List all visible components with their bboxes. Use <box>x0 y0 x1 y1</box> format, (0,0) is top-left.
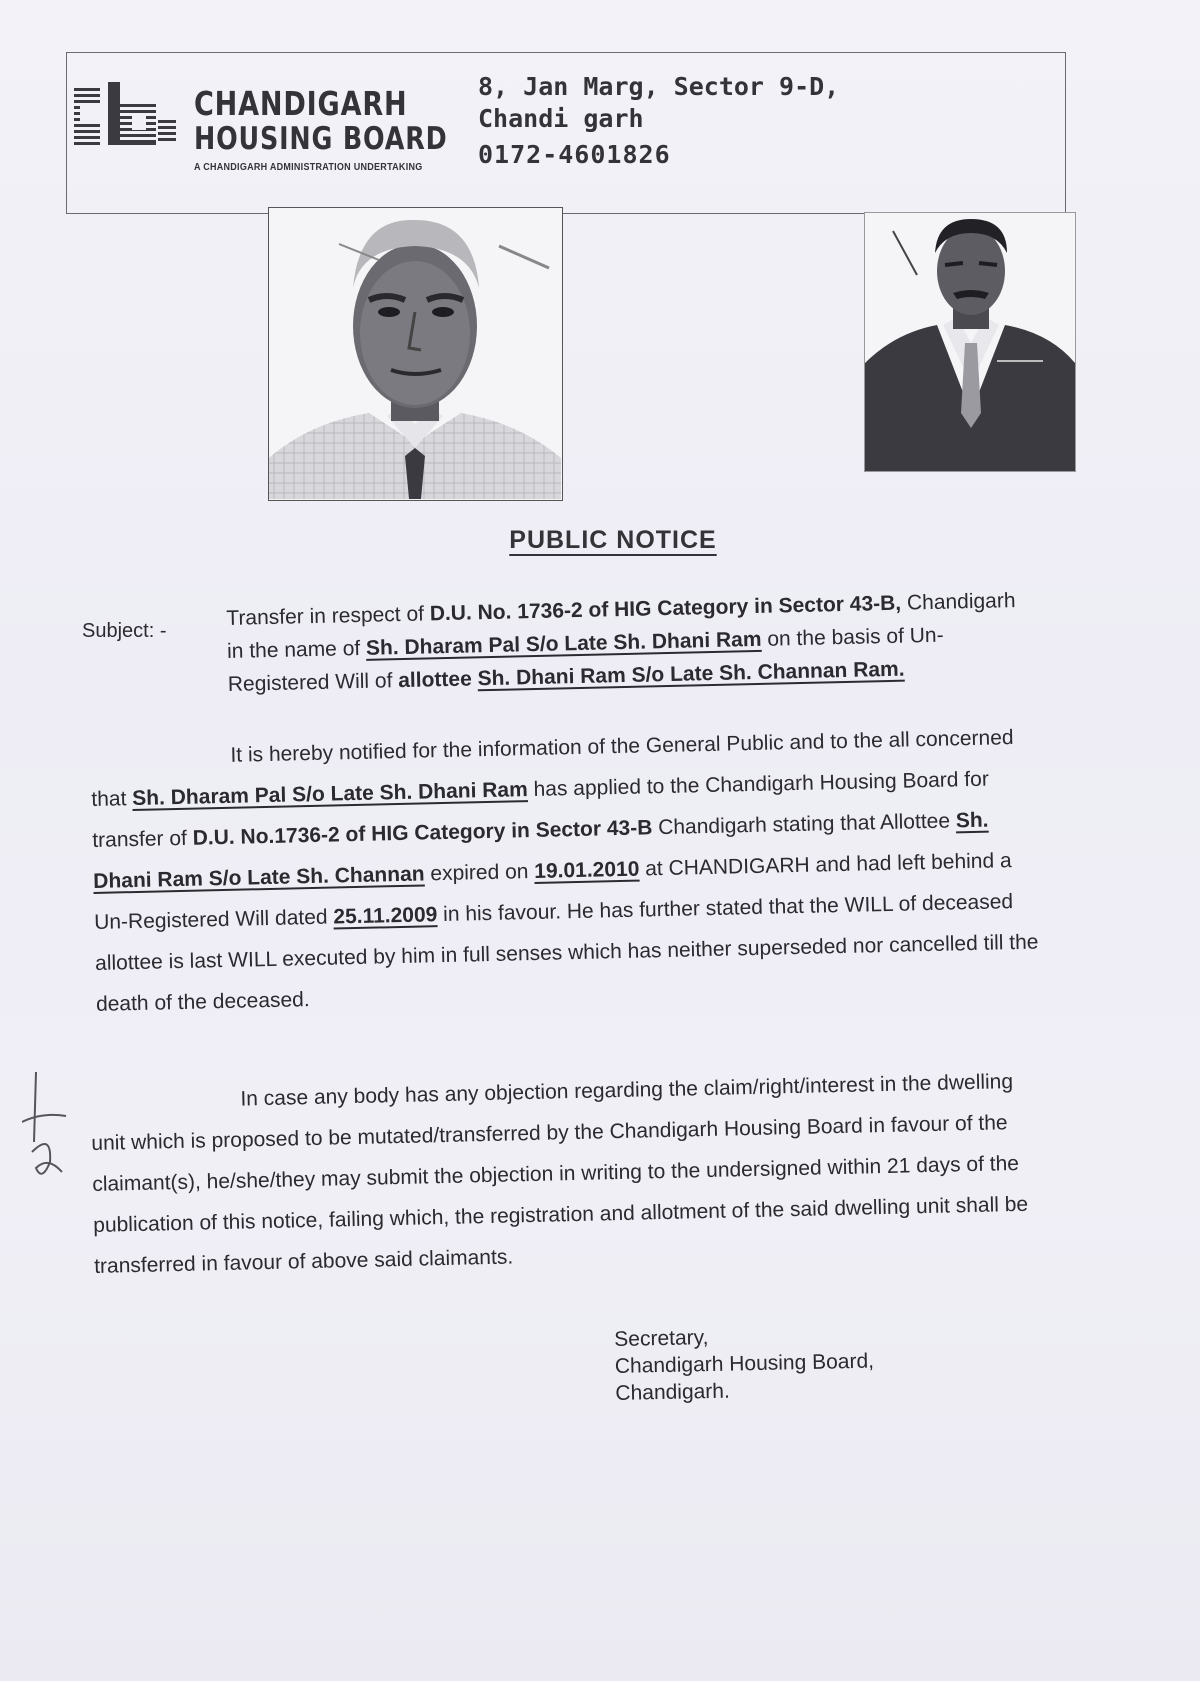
signatory-place: Chandigarh. <box>615 1379 731 1405</box>
death-date: 19.01.2010 <box>534 857 640 883</box>
phone-number: 0172-4601826 <box>478 140 671 169</box>
subject-allottee-word: allottee <box>397 667 472 693</box>
subject-part: on the basis of Un-Registered Will of <box>227 623 944 696</box>
para1-text: at CHANDIGARH and had left behind a Un-Registered Will dated <box>93 849 1012 934</box>
subject-part: Transfer in respect of <box>226 602 431 630</box>
subject-du-number: D.U. No. 1736-2 of HIG Category in Sector 43-B, <box>429 591 902 626</box>
para1-text: It is hereby notified for the information of the General Public and to the all concerned that <box>91 726 1014 811</box>
para1-applicant: Sh. Dharam Pal S/o Late Sh. Dhani Ram <box>131 778 529 811</box>
address-line2: Chandi garh <box>478 104 644 133</box>
signature-block <box>614 1321 875 1407</box>
subject-label: Subject: - <box>82 620 167 642</box>
chb-logo-icon <box>74 82 184 162</box>
will-date: 25.11.2009 <box>333 903 438 929</box>
org-name-line1: CHANDIGARH <box>194 84 408 123</box>
photo-applicant <box>864 212 1076 472</box>
subject-applicant: Sh. Dharam Pal S/o Late Sh. Dhani Ram <box>365 627 762 660</box>
para1-allottee: Sh. Dhani Ram S/o Late Sh. Channan <box>92 808 989 893</box>
org-name-line2: HOUSING BOARD <box>194 121 448 157</box>
para2-text: In case any body has any objection regarding the claim/right/interest in the dwelling unit which is proposed to be mutated/transferred by the Chandigarh Housing Board in favour of the claimant(s), he/she/they may submit the objection in writing to the undersigned within 21 days of the publication of this notice, failing which, the registration and allotment of the said dwelling unit shall be transferred in favour of above said claimants. <box>91 1070 1029 1278</box>
para1-text: in his favour. He has further stated that the WILL of deceased allottee is last WILL executed by him in full senses which has neither superseded nor cancelled till the death of the deceased. <box>94 890 1039 1016</box>
notice-paragraph-1 <box>90 716 1046 1024</box>
margin-initials-signature <box>22 1072 72 1192</box>
notice-paragraph-2 <box>90 1060 1044 1287</box>
notice-title <box>0 526 1200 555</box>
photo-allottee <box>268 207 563 501</box>
subject-allottee: Sh. Dhani Ram S/o Late Sh. Channan Ram. <box>477 657 905 691</box>
para1-du-number: D.U. No.1736-2 of HIG Category in Sector 43-B <box>192 816 653 850</box>
para1-text: has applied to the Chandigarh Housing Board for transfer of <box>92 767 990 852</box>
subject-part: Chandigarh in the name of <box>226 589 1016 663</box>
subject-text <box>226 584 1038 701</box>
address-line1: 8, Jan Marg, Sector 9-D, <box>478 72 840 101</box>
org-tagline: A CHANDIGARH ADMINISTRATION UNDERTAKING <box>194 162 423 173</box>
para1-text: Chandigarh stating that Allottee <box>652 809 957 840</box>
notice-title-text: PUBLIC NOTICE <box>509 526 717 554</box>
para1-text: expired on <box>424 859 535 886</box>
signatory-org: Chandigarh Housing Board, <box>614 1349 875 1378</box>
signatory-title: Secretary, <box>614 1326 709 1351</box>
